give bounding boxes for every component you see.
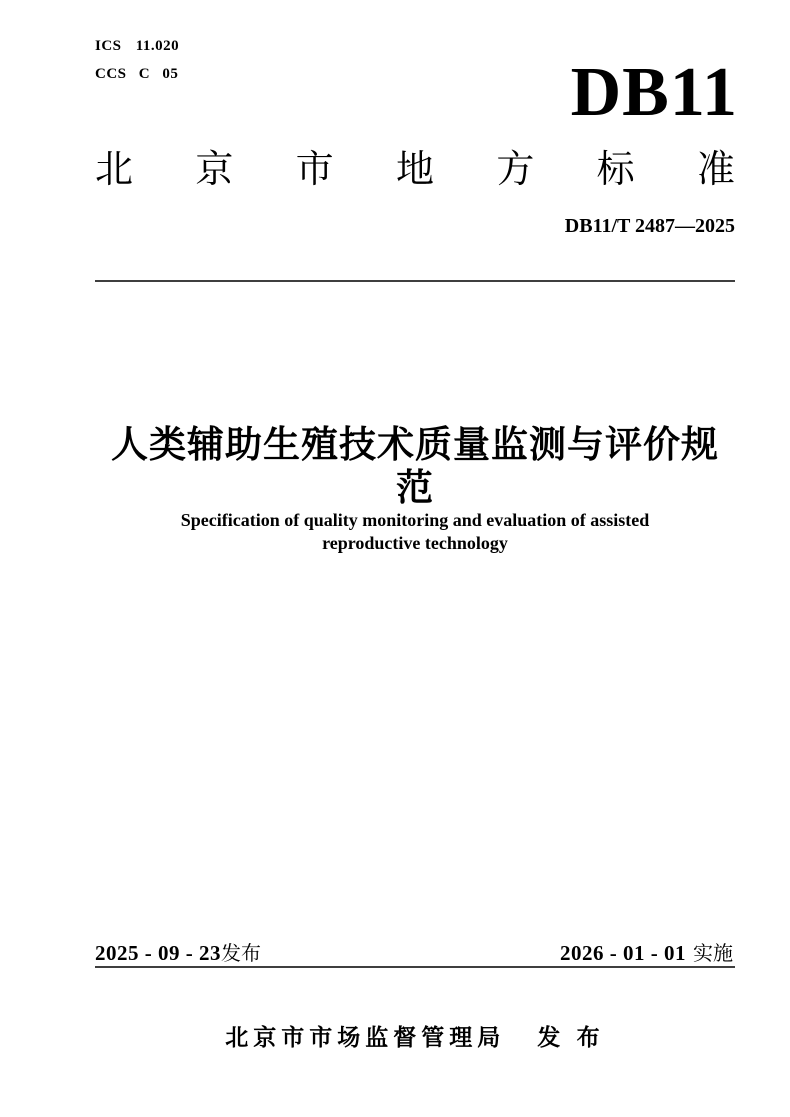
standard-type-char: 准	[696, 149, 735, 191]
standard-type-title	[95, 151, 735, 189]
ics-code: ICS 11.020	[95, 38, 180, 54]
dates-row	[95, 937, 733, 966]
publish-label: 发 布	[537, 1024, 605, 1050]
db11-logo: DB11	[570, 54, 738, 131]
standard-type-char: 地	[395, 149, 434, 191]
footer-divider	[95, 966, 735, 968]
issue-label: 发布	[221, 943, 261, 965]
implement-date: 2026 - 01 - 01	[560, 941, 686, 965]
standard-type-char: 标	[596, 149, 635, 191]
standard-type-char: 市	[295, 149, 334, 191]
publisher-row	[95, 1019, 735, 1052]
title-english-line1: Specification of quality monitoring and evaluation of assisted	[180, 510, 650, 530]
ccs-code: CCS C 05	[95, 66, 179, 82]
title-english	[95, 509, 735, 556]
standard-type-char: 方	[496, 149, 535, 191]
publisher-name: 北京市市场监督管理局	[225, 1024, 506, 1050]
document-number: DB11/T 2487—2025	[564, 215, 735, 237]
issue-date: 2025 - 09 - 23	[95, 941, 221, 965]
title-chinese: 人类辅助生殖技术质量监测与评价规范	[111, 424, 719, 508]
standard-type-char: 北	[95, 149, 134, 191]
issue-date-group	[95, 937, 261, 966]
title-english-line2: reproductive technology	[322, 533, 508, 554]
standard-type-char: 京	[195, 149, 234, 191]
implement-date-group	[560, 937, 733, 966]
implement-label: 实施	[693, 943, 733, 965]
header-divider	[95, 280, 735, 282]
